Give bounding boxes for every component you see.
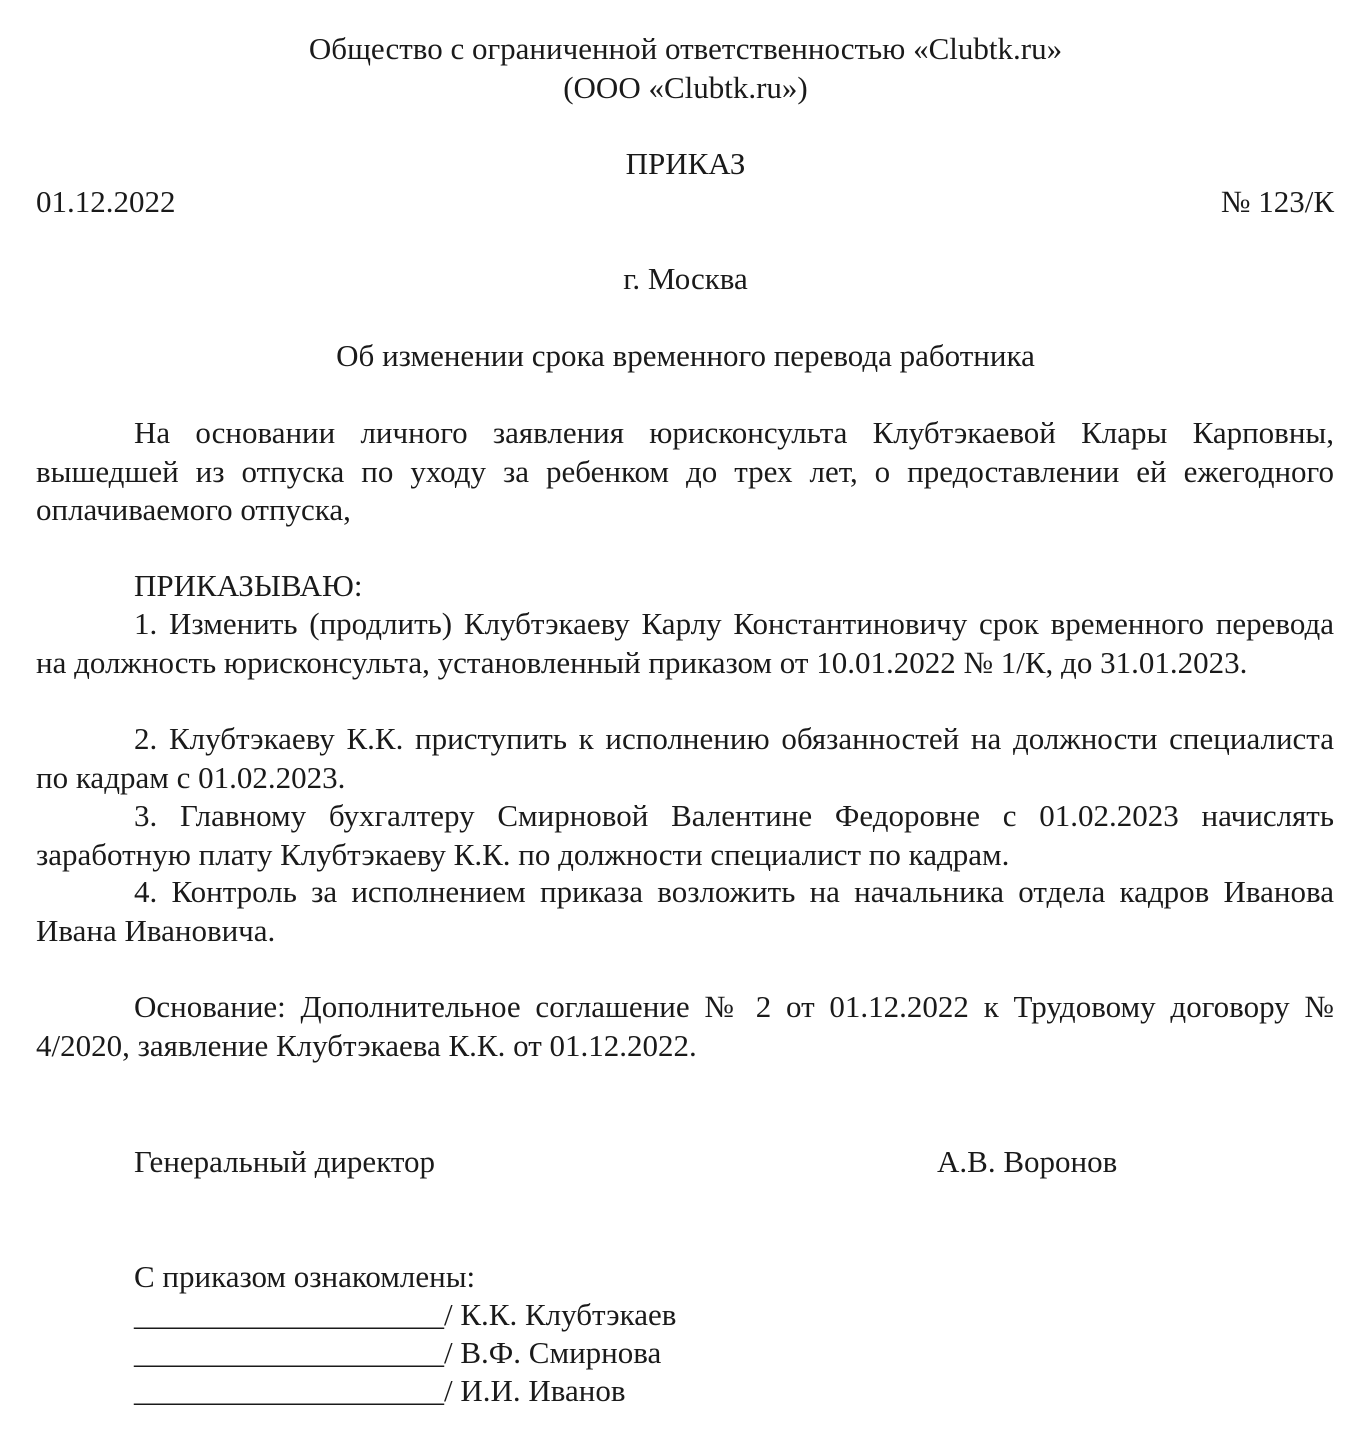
organization-short-name: (ООО «Clubtk.ru») [563,70,808,105]
acquaintance-name: / К.К. Клубтэкаев [444,1297,677,1332]
order-date: 01.12.2022 [36,184,176,219]
order-item-1: 1. Изменить (продлить) Клубтэкаеву Карлу Константиновичу срок временного перевода на должность юрисконсульта, установленный приказом от 10.01.2022 № 1/К, до 31.01.2023. [36,606,1334,680]
order-subject: Об изменении срока временного перевода работника [336,338,1035,373]
document-title: ПРИКАЗ [625,146,746,181]
acquaintance-name: / И.И. Иванов [444,1373,626,1408]
order-directive-word: ПРИКАЗЫВАЮ: [134,568,363,603]
order-item-2: 2. Клубтэкаеву К.К. приступить к исполнению обязанностей на должности специалиста по кадрам с 01.02.2023. [36,721,1334,795]
acquaintance-name: / В.Ф. Смирнова [444,1335,662,1370]
acquaintance-title: С приказом ознакомлены: [134,1259,476,1294]
signature-line: ____________________ [134,1335,444,1370]
acquaintance-row [134,1296,676,1334]
signatory-name: А.В. Воронов [937,1144,1118,1179]
order-item-3: 3. Главному бухгалтеру Смирновой Валентине Федоровне с 01.02.2023 начислять заработную плату Клубтэкаеву К.К. по должности специалист по кадрам. [36,798,1334,872]
signature-line: ____________________ [134,1373,444,1408]
organization-full-name: Общество с ограниченной ответственностью «Clubtk.ru» [308,31,1063,66]
order-number: № 123/К [1220,184,1334,219]
signature-line: ____________________ [134,1297,444,1332]
order-preamble: На основании личного заявления юрисконсульта Клубтэкаевой Клары Карповны, вышедшей из отпуска по уходу за ребенком до трех лет, о предоставлении ей ежегодного оплачиваемого отпуска, [36,415,1334,527]
order-city: г. Москва [623,261,748,296]
acquaintance-row [134,1334,661,1372]
acquaintance-row [134,1372,626,1410]
signatory-position: Генеральный директор [134,1144,435,1179]
order-basis: Основание: Дополнительное соглашение № 2 от 01.12.2022 к Трудовому договору № 4/2020, заявление Клубтэкаева К.К. от 01.12.2022. [36,989,1334,1063]
order-item-4: 4. Контроль за исполнением приказа возложить на начальника отдела кадров Иванова Ивана Ивановича. [36,874,1334,948]
